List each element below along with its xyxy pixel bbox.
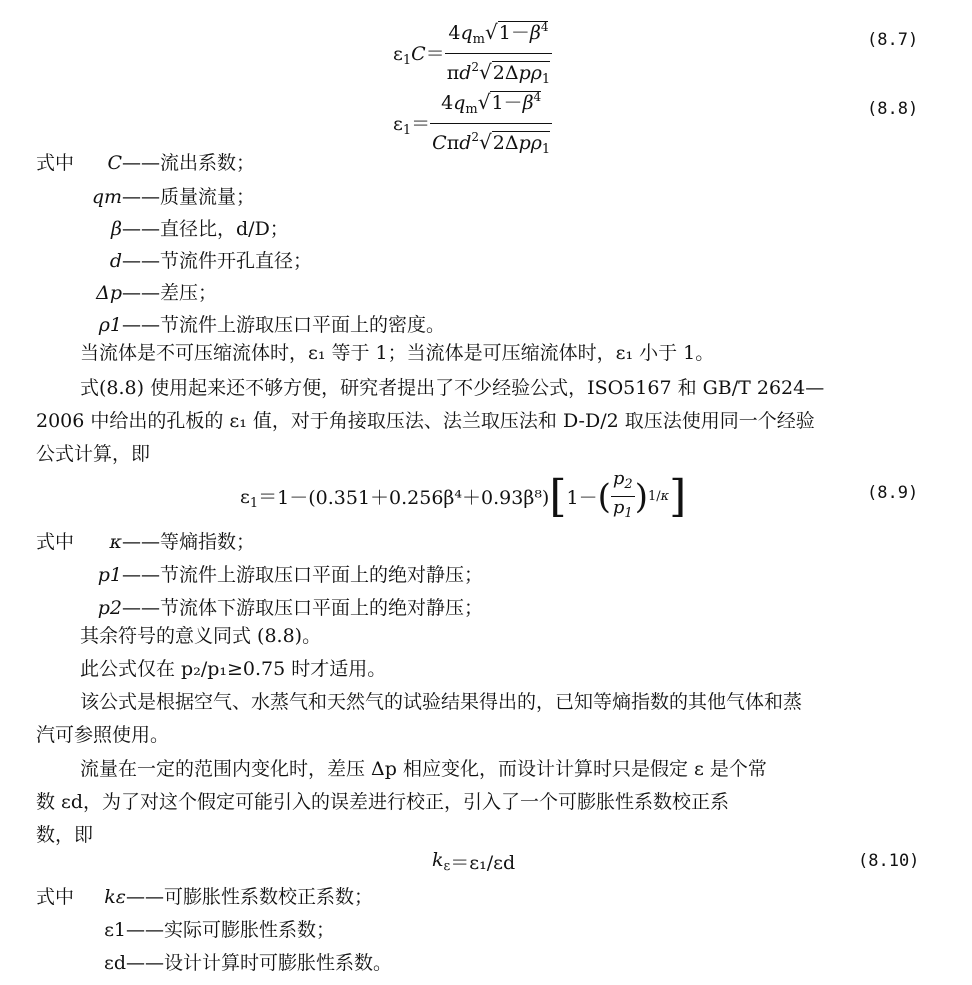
def1-desc: ——差压；: [122, 282, 218, 304]
equation-8-10: [432, 848, 515, 875]
def1-desc: ——流出系数；: [122, 152, 256, 174]
def1-symbol: Δp: [96, 282, 122, 304]
def1-item-qm: [88, 182, 255, 209]
def3-desc: ——设计计算时可膨胀性系数。: [126, 952, 393, 974]
def3-item-eps1: [96, 915, 335, 942]
paragraph-correction-l1: 流量在一定的范围内变化时，差压 Δp 相应变化，而设计计算时只是假定 ε 是个常: [80, 758, 767, 780]
def3-symbol: kε: [104, 886, 126, 908]
def2-symbol: κ: [109, 531, 122, 553]
def1-lead: 式中: [36, 152, 75, 174]
eq88-fraction: $\frac{4q_m√1-\beta^4}{C\pi d^2√2\Delta p\rho_1}$: [430, 84, 552, 163]
eq89-number: (8.9): [867, 483, 919, 503]
def1-desc: ——直径比，d/D；: [122, 218, 289, 240]
def1-item-dp: [84, 278, 217, 305]
eq810-lhs: $k_\varepsilon$: [432, 849, 451, 874]
def2-item-p2: [94, 593, 483, 620]
def1-item-d: [100, 246, 312, 273]
eq87-fraction: $\frac{4q_m√1-\beta^4}{\pi d^2√2\Delta p\rho_1}$: [445, 14, 553, 93]
equation-8-8: [393, 84, 552, 163]
eq89-left-paren: (: [597, 476, 611, 517]
def1-item-beta: [100, 214, 289, 241]
paragraph-applicability: 此公式仅在 p₂/p₁≥0.75 时才适用。: [80, 658, 387, 680]
def3-symbol: εd: [103, 952, 126, 974]
paragraph-basis-l2: 汽可参照使用。: [36, 724, 170, 746]
def3-item-keps: [96, 882, 373, 909]
eq88-lhs: $\varepsilon_1=$: [393, 113, 431, 138]
def3-desc: ——实际可膨胀性系数；: [126, 919, 336, 941]
paragraph-empirical-l2: 2006 中给出的孔板的 ε₁ 值，对于角接取压法、法兰取压法和 D-D/2 取压法使用同一个经验: [36, 410, 815, 432]
paragraph-other-symbols: 其余符号的意义同式 (8.8)。: [80, 625, 322, 647]
equation-8-9: [240, 468, 686, 525]
eq89-lhs: $\varepsilon_1=$: [240, 486, 278, 511]
paragraph-correction-l2: 数 εd，为了对这个假定可能引入的误差进行校正，引入了一个可膨胀性系数校正系: [36, 791, 730, 813]
def1-item-rho: [92, 310, 445, 337]
eq89-right-bracket: ]: [669, 470, 687, 522]
def1-symbol: C: [107, 152, 122, 174]
def3-lead: 式中: [36, 886, 75, 908]
paragraph-basis-l1: 该公式是根据空气、水蒸气和天然气的试验结果得出的，已知等熵指数的其他气体和蒸: [80, 691, 803, 713]
equation-8-7: [393, 14, 552, 93]
def2-desc: ——节流体下游取压口平面上的绝对静压；: [122, 597, 484, 619]
paragraph-empirical-l1: 式(8.8) 使用起来还不够方便，研究者提出了不少经验公式，ISO5167 和 GB/T 2624—: [80, 377, 825, 399]
def3-item-epsd: [96, 948, 392, 975]
def1-symbol: ρ1: [98, 314, 122, 336]
def1-symbol: β: [111, 218, 122, 240]
def1-symbol: qm: [91, 186, 122, 208]
def1-item-c: [100, 148, 255, 175]
def3-symbol: ε1: [104, 919, 126, 941]
paragraph-compressibility: 当流体是不可压缩流体时，ε₁ 等于 1；当流体是可压缩流体时，ε₁ 小于 1。: [80, 342, 715, 364]
eq89-left-bracket: [: [549, 470, 567, 522]
eq88-number: (8.8): [867, 99, 919, 119]
paragraph-correction-l3: 数，即: [36, 824, 94, 846]
def1-desc: ——质量流量；: [122, 186, 256, 208]
def2-item-kappa: [100, 527, 255, 554]
eq89-constants: 1－(0.351＋0.256β⁴＋0.93β⁸): [277, 487, 550, 509]
eq87-number: (8.7): [867, 30, 919, 50]
eq89-pressure-ratio: $\frac{p_2}{p_1}$: [611, 468, 635, 525]
eq87-lhs: $\varepsilon_1C=$: [393, 43, 445, 68]
def2-symbol: p2: [97, 597, 122, 619]
eq89-right-paren: ): [634, 476, 648, 517]
def2-item-p1: [94, 560, 483, 587]
def1-desc: ——节流件开孔直径；: [122, 250, 313, 272]
eq810-rhs: ＝ε₁/εd: [450, 852, 516, 874]
def3-desc: ——可膨胀性系数校正系数；: [126, 886, 374, 908]
paragraph-empirical-l3: 公式计算，即: [36, 443, 151, 465]
eq810-number: (8.10): [858, 851, 920, 871]
def2-symbol: p1: [97, 564, 122, 586]
eq89-one-minus: 1－: [566, 487, 598, 509]
def1-symbol: d: [109, 250, 122, 272]
def1-desc: ——节流件上游取压口平面上的密度。: [122, 314, 446, 336]
def2-desc: ——等熵指数；: [122, 531, 256, 553]
eq89-exponent: 1/κ: [647, 489, 670, 504]
def2-lead: 式中: [36, 531, 75, 553]
def2-desc: ——节流件上游取压口平面上的绝对静压；: [122, 564, 484, 586]
